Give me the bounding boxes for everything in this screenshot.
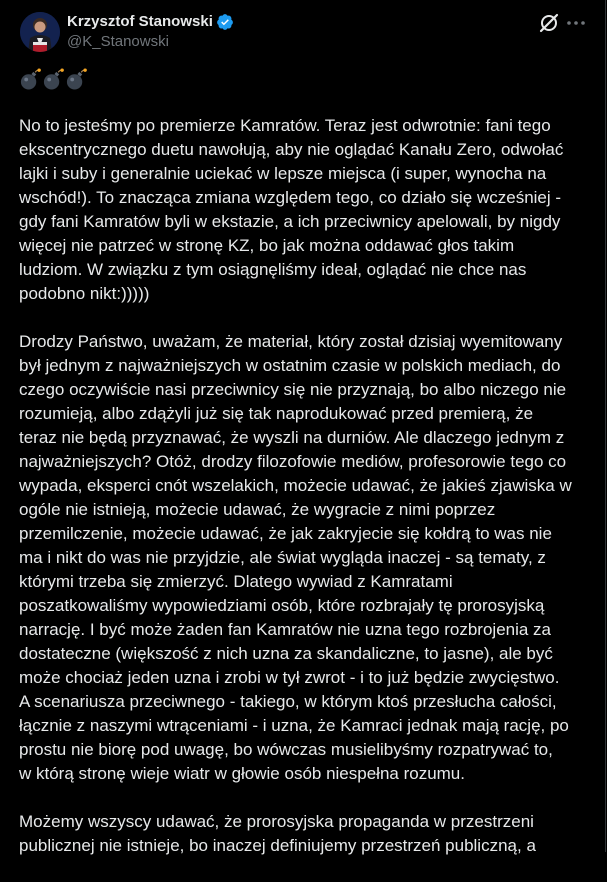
grok-icon [537, 11, 561, 35]
verified-badge-icon [216, 13, 234, 31]
author-display-name[interactable]: Krzysztof Stanowski [67, 13, 213, 30]
post-header [0, 0, 605, 64]
avatar[interactable] [20, 12, 60, 52]
author-handle[interactable]: @K_Stanowski [67, 33, 169, 50]
post-paragraph-2: Drodzy Państwo, uważam, że materiał, który został dzisiaj wyemitowany był jednym z najważniejszych w ostatnim czasie w polskich mediach, do czego oczywiście nasi przeciwnicy się nie przyznają, bo albo niczego nie rozumieją, albo zdążyli już się tak naprodukować przed premierą, że teraz nie będą przyznawać, że wyszli na durniów. Ale dlaczego jednym z najważniejszych? Otóż, drodzy filozofowie mediów, profesorowie tego co wypada, eksperci cnót wszelakich, możecie udawać, że jakieś zjawiska w ogóle nie istnieją, możecie udawać, że wygracie z nimi poprzez przemilczenie, możecie udawać, że jak zakryjecie się kołdrą to was nie ma i nikt do was nie przyjdzie, ale świat wygląda inaczej - są tematy, z którymi trzeba się zmierzyć. Dlatego wywiad z Kamratami poszatkowaliśmy wypowiedziami osób, które rozbrajały tę prorosyjską narrację. I być może żaden fan Kamratów nie uzna tego rozbrojenia za dostateczne (większość z nich uzna za skandaliczne, to jasne), ale być może chociaż jeden uzna i zrobi w tył zwrot - i to już będzie zwycięstwo. A scenariusza przeciwnego - takiego, w którym ktoś przesłucha całości, łącznie z naszymi wtrąceniami - i uzna, że Kamraci jednak mają rację, po prostu nie biorę pod uwagę, bo wówczas musielibyśmy rozpatrywać to, w którą stronę wieje wiatr w głowie osób niespełna rozumu. [19, 332, 572, 783]
post-text [19, 114, 591, 882]
more-options-icon [564, 11, 588, 35]
bomb-emoji [19, 67, 42, 91]
bomb-emoji [42, 67, 65, 91]
bomb-emoji [65, 67, 88, 91]
post-paragraph-1: No to jesteśmy po premierze Kamratów. Teraz jest odwrotnie: fani tego ekscentrycznego duetu nawołują, aby nie oglądać Kanału Zero, odwołać lajki i suby i generalnie uciekać w lepsze miejsca (i super, wynocha na wschód!). To znacząca zmiana względem tego, co działo się wcześniej - gdy fani Kamratów byli w ekstazie, a ich przeciwnicy apelowali, by nigdy więcej nie patrzeć w stronę KZ, bo jak można oddawać głos takim ludziom. W związku z tym osiągnęliśmy ideał, oglądać nie chce nas podobno nikt:))))) [19, 116, 564, 303]
grok-button[interactable] [537, 11, 561, 35]
avatar-image [20, 12, 60, 52]
post-paragraph-3: Możemy wszyscy udawać, że prorosyjska propaganda w przestrzeni publicznej nie istnieje, bo inaczej definiujemy przestrzeń publiczną, a [19, 812, 536, 855]
author-name-row [67, 12, 234, 32]
bomb-emoji-row [19, 67, 88, 91]
more-options-button[interactable] [564, 11, 588, 35]
